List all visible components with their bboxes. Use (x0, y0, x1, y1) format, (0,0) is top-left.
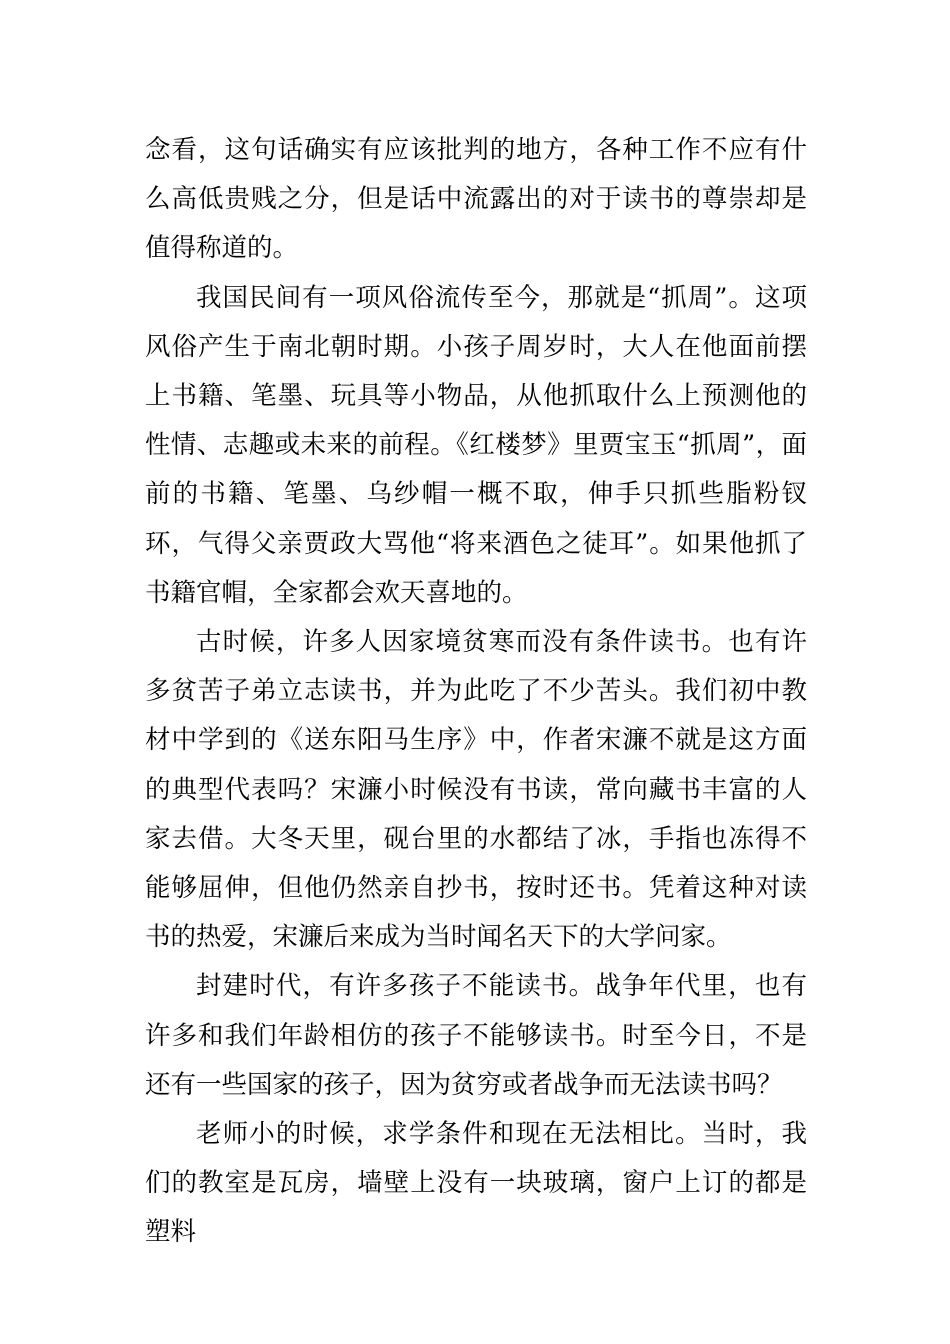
paragraph-continued: 念看，这句话确实有应该批判的地方，各种工作不应有什么高低贵贱之分，但是话中流露出的对于读书的尊崇却是值得称道的。 (145, 135, 807, 264)
paragraph-teacher-childhood: 老师小的时候，求学条件和现在无法相比。当时，我们的教室是瓦房，墙壁上没有一块玻璃，窗户上订的都是塑料 (145, 1119, 807, 1248)
paragraph-song-lian: 古时候，许多人因家境贫寒而没有条件读书。也有许多贫苦子弟立志读书，并为此吃了不少苦头。我们初中教材中学到的《送东阳马生序》中，作者宋濂不就是这方面的典型代表吗？宋濂小时候没有书读，常向藏书丰富的人家去借。大冬天里，砚台里的水都结了冰，手指也冻得不能够屈伸，但他仍然亲自抄书，按时还书。凭着这种对读书的热爱，宋濂后来成为当时闻名天下的大学问家。 (145, 627, 807, 953)
paragraph-feudal-era: 封建时代，有许多孩子不能读书。战争年代里，也有许多和我们年龄相仿的孩子不能够读书。时至今日，不是还有一些国家的孩子，因为贫穷或者战争而无法读书吗？ (145, 971, 807, 1100)
paragraph-zhuazhou: 我国民间有一项风俗流传至今，那就是“抓周”。这项风俗产生于南北朝时期。小孩子周岁时，大人在他面前摆上书籍、笔墨、玩具等小物品，从他抓取什么上预测他的性情、志趣或未来的前程。《红楼梦》里贾宝玉“抓周”，面前的书籍、笔墨、乌纱帽一概不取，伸手只抓些脂粉钗环，气得父亲贾政大骂他“将来酒色之徒耳”。如果他抓了书籍官帽，全家都会欢天喜地的。 (145, 282, 807, 608)
body-text (145, 126, 807, 1258)
